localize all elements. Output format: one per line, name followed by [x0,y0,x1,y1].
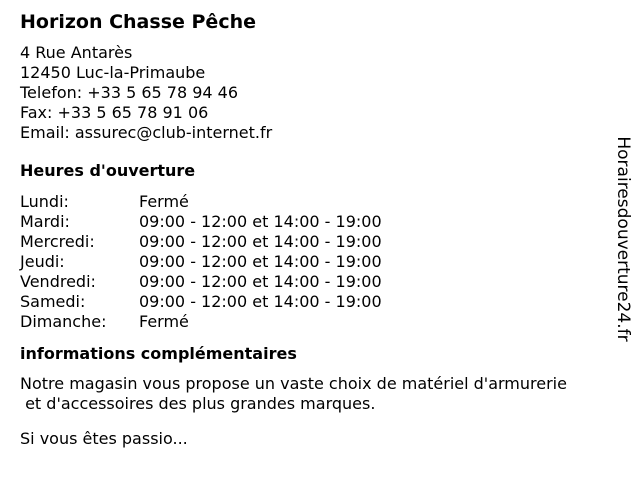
city-postal: 12450 Luc-la-Primaube [20,63,206,82]
email-address: Email: assurec@club-internet.fr [20,123,273,142]
day-label: Jeudi: [20,252,65,271]
day-hours: Fermé [139,192,189,211]
street-address: 4 Rue Antarès [20,43,133,62]
day-hours: 09:00 - 12:00 et 14:00 - 19:00 [139,232,382,251]
opening-hours-heading: Heures d'ouverture [20,161,196,180]
day-label: Mercredi: [20,232,95,251]
opening-hours-table [20,192,610,332]
site-watermark: Horairesdouverture24.fr [613,136,633,342]
day-label: Lundi: [20,192,69,211]
day-label: Samedi: [20,292,86,311]
business-name: Horizon Chasse Pêche [20,11,256,33]
day-label: Dimanche: [20,312,107,331]
hours-row-saturday [20,292,610,312]
day-hours: 09:00 - 12:00 et 14:00 - 19:00 [139,292,382,311]
fax-number: Fax: +33 5 65 78 91 06 [20,103,209,122]
hours-row-monday [20,192,610,212]
hours-row-friday [20,272,610,292]
hours-row-sunday [20,312,610,332]
business-card [20,10,610,449]
description-excerpt: Si vous êtes passio... [20,429,188,448]
store-description: Notre magasin vous propose un vaste choix de matériel d'armurerie et d'accessoires des plus grandes marques. [20,374,567,413]
day-hours: 09:00 - 12:00 et 14:00 - 19:00 [139,212,382,231]
day-hours: 09:00 - 12:00 et 14:00 - 19:00 [139,272,382,291]
hours-row-wednesday [20,232,610,252]
hours-row-tuesday [20,212,610,232]
day-hours: 09:00 - 12:00 et 14:00 - 19:00 [139,252,382,271]
address-block [20,43,610,143]
additional-info-heading: informations complémentaires [20,344,297,363]
hours-row-thursday [20,252,610,272]
day-label: Vendredi: [20,272,96,291]
day-hours: Fermé [139,312,189,331]
day-label: Mardi: [20,212,70,231]
phone-number: Telefon: +33 5 65 78 94 46 [20,83,239,102]
